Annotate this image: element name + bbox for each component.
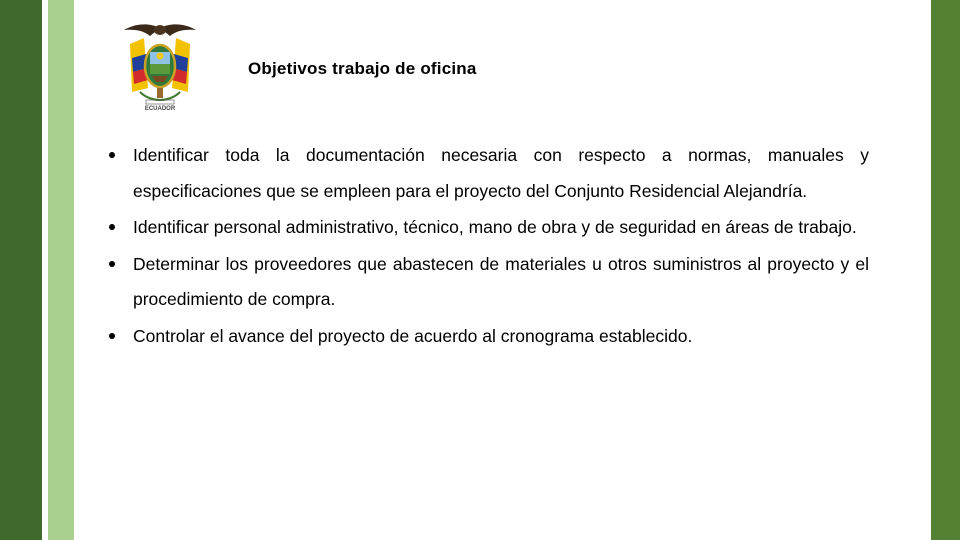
emblem-caption: ECUADOR <box>144 106 176 112</box>
objective-text: Identificar toda la documentación necesaria con respecto a normas, manuales y especificaciones que se empleen para el proyecto del Conjunto Residencial Alejandría. <box>133 145 869 201</box>
left-light-green-bar <box>48 0 74 540</box>
bullet-icon <box>109 152 115 158</box>
objective-item <box>105 319 869 355</box>
right-green-bar <box>931 0 960 540</box>
objective-text: Controlar el avance del proyecto de acuerdo al cronograma establecido. <box>133 325 693 346</box>
objectives-list <box>105 138 869 355</box>
bullet-icon <box>109 333 115 339</box>
objective-item <box>105 138 869 209</box>
objective-text: Determinar los proveedores que abastecen de materiales u otros suministros al proyecto y el procedimiento de compra. <box>133 253 869 309</box>
ecuador-coat-of-arms-icon <box>110 18 210 112</box>
slide-title: Objetivos trabajo de oficina <box>248 59 477 78</box>
left-dark-green-bar <box>0 0 42 540</box>
objective-text: Identificar personal administrativo, técnico, mano de obra y de seguridad en áreas de trabajo. <box>133 217 857 237</box>
bullet-icon <box>109 224 115 230</box>
objective-item <box>105 247 869 318</box>
bullet-icon <box>109 261 115 267</box>
objective-item <box>105 210 869 246</box>
